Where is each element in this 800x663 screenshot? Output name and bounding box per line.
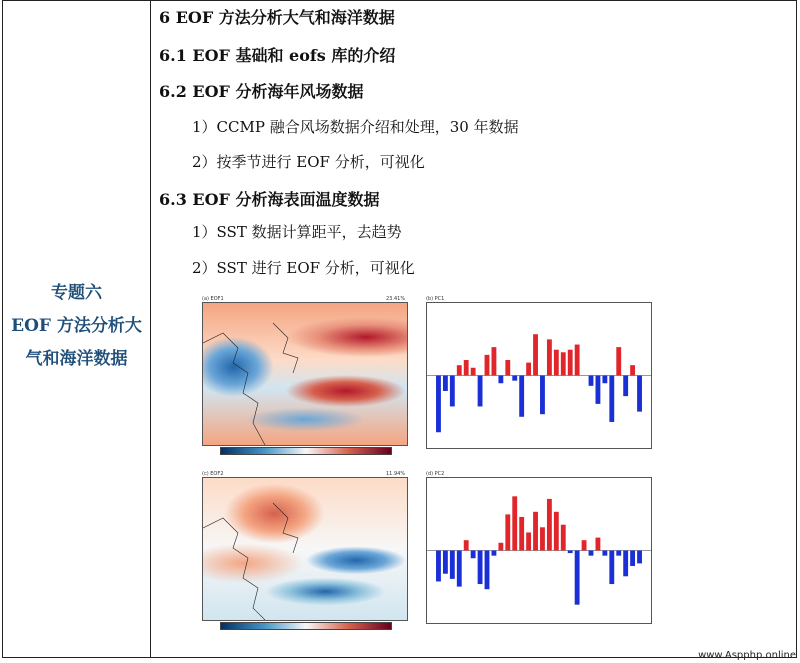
bar (512, 496, 517, 550)
bar (596, 538, 601, 551)
eof2-percent: 11.94% (386, 471, 406, 477)
eof2-label: (c) EOF2 (202, 471, 224, 477)
eof2-colorbar (220, 622, 392, 630)
bar (568, 350, 573, 376)
bar (450, 376, 455, 407)
section-6-heading: 6 EOF 方法分析大气和海洋数据 (159, 8, 395, 27)
bar (568, 551, 573, 554)
section-6-3-item-2: 2）SST 进行 EOF 分析，可视化 (192, 259, 415, 277)
bar (492, 347, 497, 375)
bar (492, 551, 497, 556)
bar (505, 360, 510, 375)
pc2-chart (427, 478, 651, 623)
bar (602, 551, 607, 556)
topic-line2: EOF 方法分析大 (11, 316, 142, 336)
bar (602, 376, 607, 384)
bar (609, 376, 614, 422)
bar (464, 360, 469, 375)
column-divider (150, 1, 151, 657)
bar (623, 551, 628, 577)
bar (637, 376, 642, 412)
bar (478, 551, 483, 585)
bar (457, 551, 462, 587)
bar (498, 376, 503, 384)
bar (589, 376, 594, 386)
bar (630, 551, 635, 566)
bar (526, 363, 531, 376)
section-6-2-item-1: 1）CCMP 融合风场数据介绍和处理，30 年数据 (192, 118, 519, 136)
bar (533, 334, 538, 375)
pc2-axes (426, 477, 652, 624)
bar (554, 350, 559, 376)
bar (575, 551, 580, 605)
bar (609, 551, 614, 585)
bar (505, 514, 510, 550)
eof1-label: (a) EOF1 (202, 296, 224, 302)
topic-line1: 专题六 (51, 283, 102, 303)
section-6-2-item-2: 2）按季节进行 EOF 分析，可视化 (192, 153, 425, 171)
eof1-map (202, 302, 408, 446)
bar (478, 376, 483, 407)
bar (547, 339, 552, 375)
bar (554, 512, 559, 551)
bar (540, 376, 545, 415)
topic-line3: 气和海洋数据 (25, 349, 128, 369)
eof1-colorbar (220, 447, 392, 455)
bar (519, 517, 524, 551)
bar (561, 352, 566, 375)
coastline-overlay (203, 303, 407, 445)
bar (436, 551, 441, 582)
section-6-3-heading: 6.3 EOF 分析海表面温度数据 (159, 190, 380, 209)
bar (533, 512, 538, 551)
bar (526, 532, 531, 550)
pc1-label: (b) PC1 (426, 296, 445, 302)
bar (561, 525, 566, 551)
eof-figure (190, 287, 660, 633)
bar (498, 543, 503, 551)
pc2-label: (d) PC2 (426, 471, 445, 477)
bar (630, 365, 635, 375)
watermark: www.Aspphp.online (698, 650, 796, 661)
bar (519, 376, 524, 417)
bar (616, 551, 621, 556)
bar (436, 376, 441, 433)
pc1-axes (426, 302, 652, 449)
bar (457, 365, 462, 375)
section-6-3-item-1: 1）SST 数据计算距平，去趋势 (192, 223, 402, 241)
bar (443, 376, 448, 391)
bar (616, 347, 621, 375)
bar (485, 355, 490, 376)
eof1-percent: 23.41% (386, 296, 406, 302)
bar (471, 368, 476, 376)
bar (575, 345, 580, 376)
bar (637, 551, 642, 564)
eof2-map (202, 477, 408, 621)
topic-cell (3, 277, 150, 376)
section-6-1-heading: 6.1 EOF 基础和 eofs 库的介绍 (159, 46, 396, 65)
bar (623, 376, 628, 397)
bar (512, 376, 517, 381)
bar (471, 551, 476, 559)
pc1-chart (427, 303, 651, 448)
bar (443, 551, 448, 574)
bar (589, 551, 594, 556)
coastline-overlay (203, 478, 407, 620)
bar (547, 499, 552, 551)
bar (540, 527, 545, 550)
bar (582, 540, 587, 550)
bar (485, 551, 490, 590)
bar (464, 540, 469, 550)
section-6-2-heading: 6.2 EOF 分析海年风场数据 (159, 82, 364, 101)
bar (450, 551, 455, 579)
bar (596, 376, 601, 404)
